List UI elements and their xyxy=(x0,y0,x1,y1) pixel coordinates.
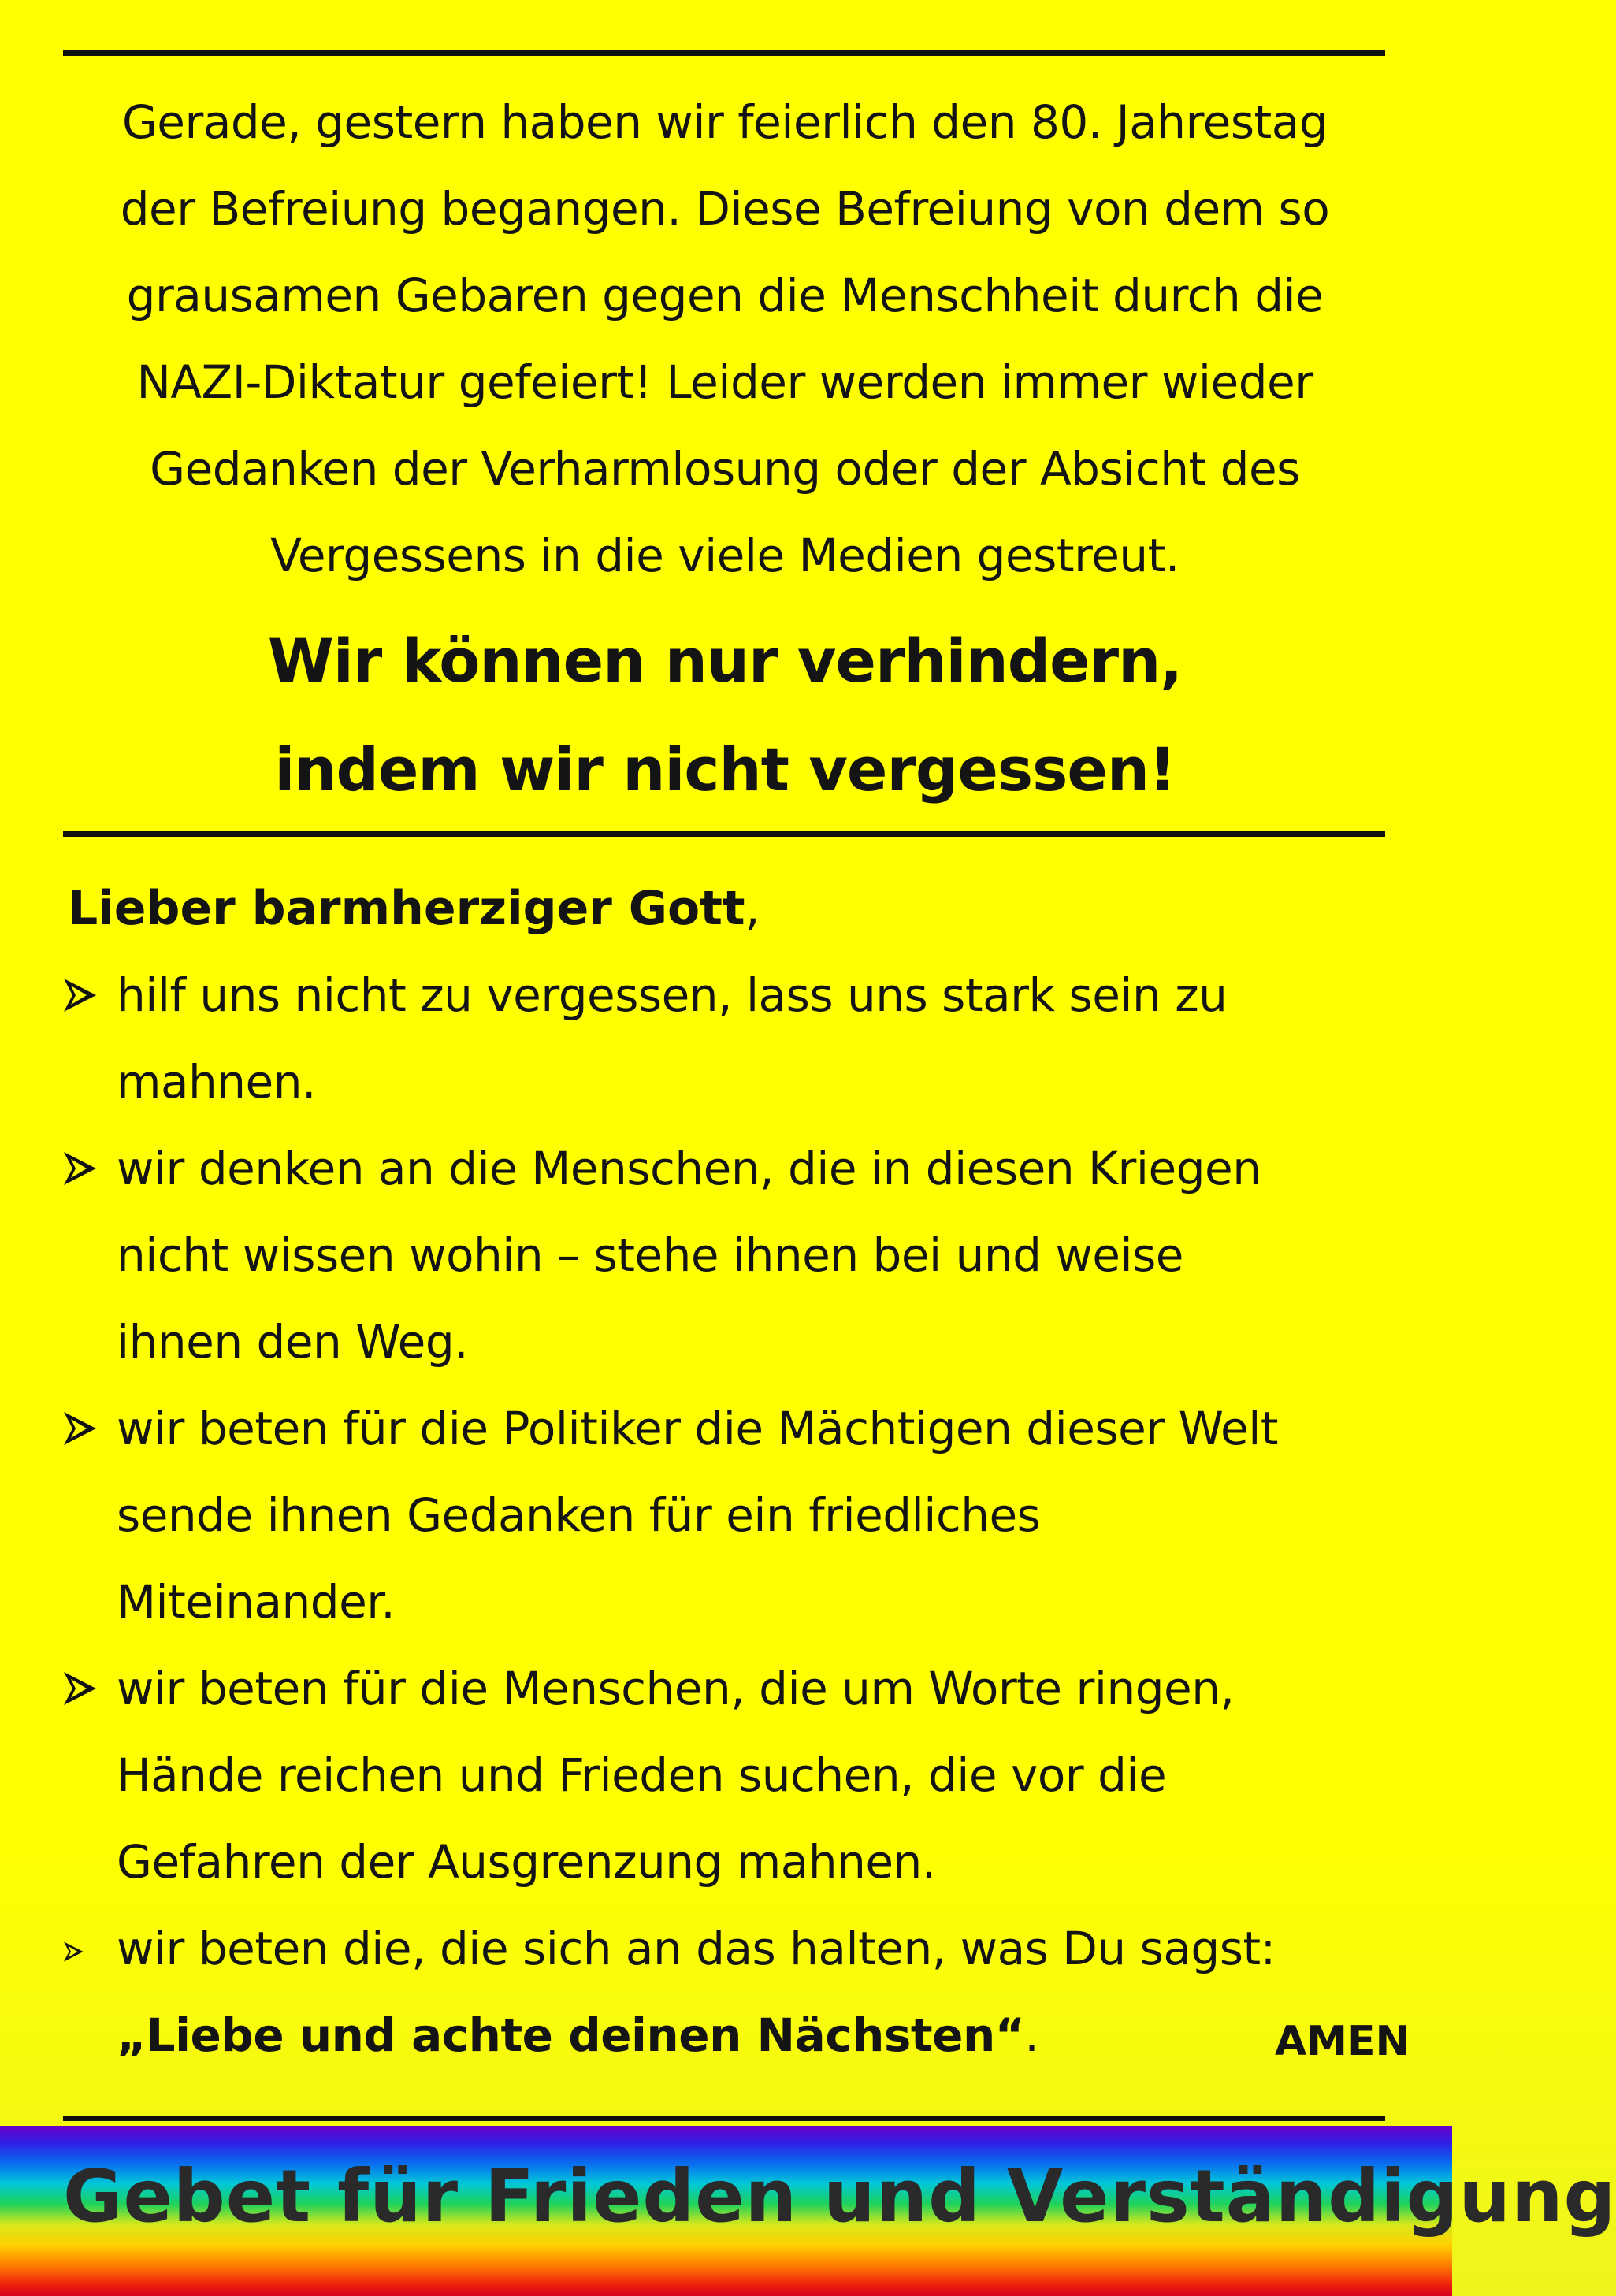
prayer-item-line: sende ihnen Gedanken für ein friedliches xyxy=(117,1488,1041,1542)
prayer-item xyxy=(68,1385,1407,1645)
prayer-item-line: wir beten für die Menschen, die um Worte ringen, xyxy=(117,1662,1235,1715)
salutation-punctuation: , xyxy=(745,881,760,936)
slogan-line: indem wir nicht vergessen! xyxy=(274,734,1176,804)
rainbow-footer-band xyxy=(0,2126,1616,2296)
slogan-heading xyxy=(47,607,1402,824)
prayer-item-line: wir beten die, die sich an das halten, was Du sagst: xyxy=(117,1922,1276,1975)
prayer-item xyxy=(68,1905,1410,2079)
footer-title: Gebet für Frieden und Verständigung xyxy=(63,2154,1616,2238)
prayer-item-line: Miteinander. xyxy=(117,1575,396,1629)
intro-line: Vergessens in die viele Medien gestreut. xyxy=(270,529,1179,582)
salutation-text: Lieber barmherziger Gott xyxy=(68,881,745,936)
intro-line: Gedanken der Verharmlosung oder der Absicht des xyxy=(150,442,1300,496)
prayer-item-line: wir beten für die Politiker die Mächtigen dieser Welt xyxy=(117,1402,1279,1455)
arrowhead-bullet-icon xyxy=(60,975,99,1015)
prayer-section xyxy=(68,865,1410,2079)
prayer-item-line: hilf uns nicht zu vergessen, lass uns stark sein zu xyxy=(117,968,1228,1022)
amen-text: AMEN xyxy=(1275,2018,1410,2065)
arrowhead-bullet-icon xyxy=(60,1149,99,1188)
prayer-salutation xyxy=(68,865,1407,952)
prayer-item-line: Hände reichen und Frieden suchen, die vor die xyxy=(117,1748,1167,1802)
arrowhead-bullet-icon xyxy=(60,1409,99,1448)
intro-line: grausamen Gebaren gegen die Menschheit durch die xyxy=(126,269,1324,322)
prayer-item xyxy=(68,952,1407,1125)
middle-divider xyxy=(63,831,1385,837)
prayer-item-line: nicht wissen wohin – stehe ihnen bei und weise xyxy=(117,1228,1183,1282)
quote-end-punctuation: . xyxy=(1024,2008,1039,2062)
prayer-item-line: wir denken an die Menschen, die in diesen Kriegen xyxy=(117,1142,1261,1195)
top-divider xyxy=(63,50,1385,56)
arrowhead-bullet-icon xyxy=(60,1669,99,1708)
intro-line: der Befreiung begangen. Diese Befreiung von dem so xyxy=(120,182,1330,236)
bottom-divider xyxy=(63,2116,1385,2121)
commandment-quote: „Liebe und achte deinen Nächsten“ xyxy=(117,2008,1025,2062)
slogan-line: Wir können nur verhindern, xyxy=(267,626,1183,696)
intro-line: Gerade, gestern haben wir feierlich den 80. Jahrestag xyxy=(121,95,1328,149)
prayer-item xyxy=(68,1125,1407,1385)
arrowhead-bullet-icon xyxy=(61,1940,85,1963)
prayer-item-line: Gefahren der Ausgrenzung mahnen. xyxy=(117,1835,936,1889)
prayer-list xyxy=(68,952,1410,2079)
prayer-item xyxy=(68,1645,1407,1905)
prayer-item-line: mahnen. xyxy=(117,1055,316,1109)
prayer-item-line: ihnen den Weg. xyxy=(117,1315,469,1369)
prayer-closing-line xyxy=(117,1992,1410,2079)
intro-line: NAZI-Diktatur gefeiert! Leider werden immer wieder xyxy=(136,355,1313,409)
intro-paragraph xyxy=(47,79,1402,599)
